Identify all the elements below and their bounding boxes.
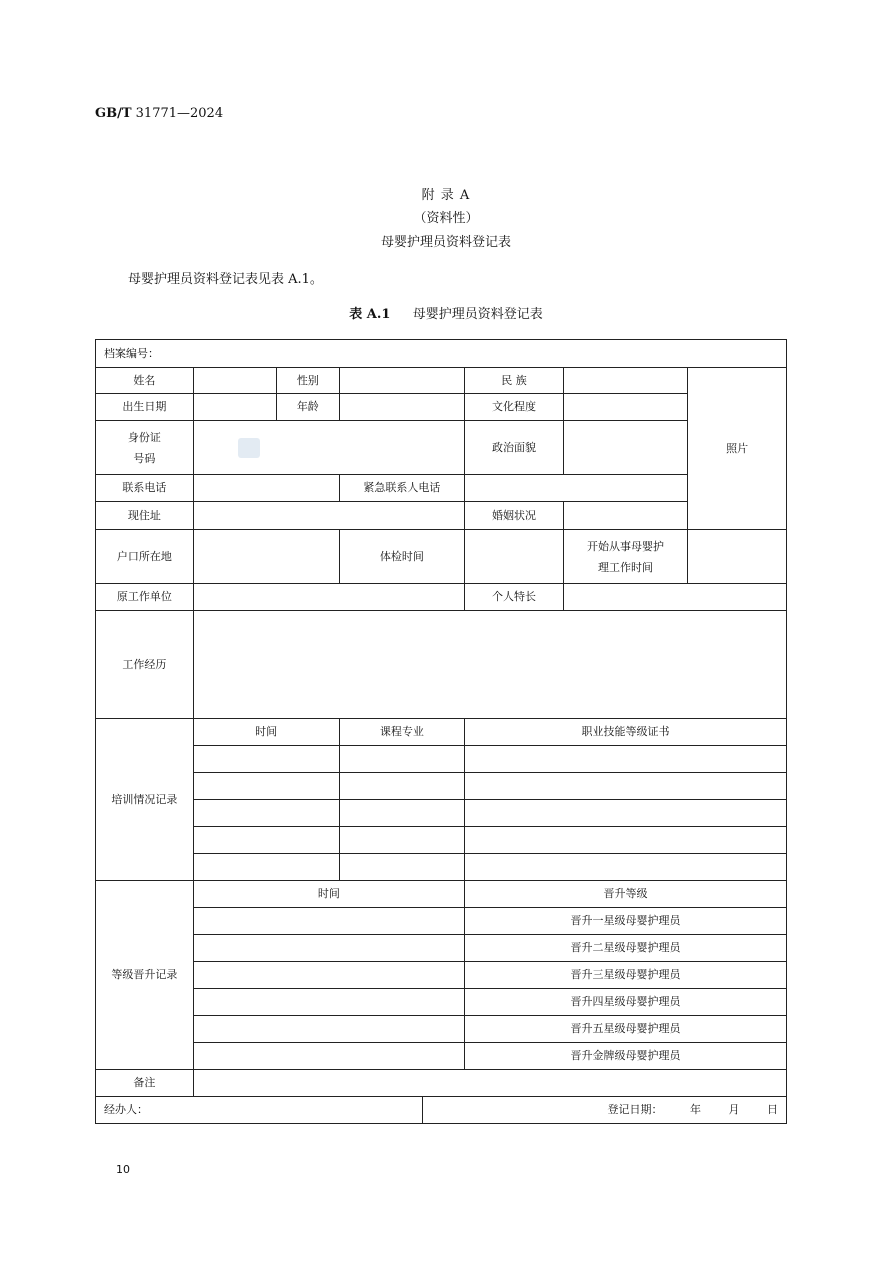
exam-time-value[interactable] xyxy=(465,530,564,584)
training-course-value[interactable] xyxy=(339,854,464,881)
name-label: 姓名 xyxy=(96,368,194,394)
promotion-level-2: 晋升二星级母婴护理员 xyxy=(465,935,787,962)
handler-label: 经办人： xyxy=(96,1097,423,1124)
birth-date-label: 出生日期 xyxy=(96,394,194,421)
training-time-value[interactable] xyxy=(193,854,339,881)
address-label: 现住址 xyxy=(96,502,194,530)
ethnicity-label: 民 族 xyxy=(465,368,564,394)
specialty-value[interactable] xyxy=(563,584,786,611)
training-cert-value[interactable] xyxy=(465,854,787,881)
start-work-label-line1: 开始从事母婴护 xyxy=(587,539,665,553)
table-caption-label: 表 A.1 xyxy=(349,307,391,322)
watermark-logo-icon xyxy=(238,438,260,458)
household-label: 户口所在地 xyxy=(96,530,194,584)
training-time-value[interactable] xyxy=(193,827,339,854)
remarks-label: 备注 xyxy=(96,1070,194,1097)
work-history-label: 工作经历 xyxy=(96,611,194,719)
promotion-row xyxy=(96,1016,787,1043)
training-course-value[interactable] xyxy=(339,773,464,800)
photo-cell: 照片 xyxy=(688,368,787,530)
table-caption-title: 母婴护理员资料登记表 xyxy=(412,307,543,322)
emergency-phone-label: 紧急联系人电话 xyxy=(339,475,464,502)
training-time-value[interactable] xyxy=(193,773,339,800)
training-col-time: 时间 xyxy=(193,719,339,746)
promotion-time-value[interactable] xyxy=(193,962,464,989)
registration-date xyxy=(422,1097,786,1124)
training-cert-value[interactable] xyxy=(465,773,787,800)
promotion-row xyxy=(96,935,787,962)
promotion-label: 等级晋升记录 xyxy=(96,881,194,1070)
training-row xyxy=(96,800,787,827)
registration-date-label: 登记日期： xyxy=(607,1103,663,1116)
intro-paragraph: 母婴护理员资料登记表见表 A.1。 xyxy=(128,272,323,287)
standard-prefix: GB/T xyxy=(95,106,132,121)
start-work-value[interactable] xyxy=(688,530,787,584)
training-col-cert: 职业技能等级证书 xyxy=(465,719,787,746)
standard-code xyxy=(95,106,223,121)
emergency-phone-value[interactable] xyxy=(465,475,688,502)
training-cert-value[interactable] xyxy=(465,746,787,773)
name-value[interactable] xyxy=(193,368,276,394)
training-label: 培训情况记录 xyxy=(96,719,194,881)
training-course-value[interactable] xyxy=(339,800,464,827)
training-row xyxy=(96,746,787,773)
promotion-time-value[interactable] xyxy=(193,1016,464,1043)
specialty-label: 个人特长 xyxy=(465,584,564,611)
household-value[interactable] xyxy=(193,530,339,584)
training-time-value[interactable] xyxy=(193,800,339,827)
remarks-value[interactable] xyxy=(193,1070,786,1097)
promotion-time-value[interactable] xyxy=(193,935,464,962)
gender-label: 性别 xyxy=(276,368,339,394)
promotion-level-4: 晋升四星级母婴护理员 xyxy=(465,989,787,1016)
page-number: 10 xyxy=(116,1163,130,1176)
promotion-row xyxy=(96,1043,787,1070)
birth-date-value[interactable] xyxy=(193,394,276,421)
age-value[interactable] xyxy=(339,394,464,421)
phone-label: 联系电话 xyxy=(96,475,194,502)
training-row xyxy=(96,773,787,800)
promotion-time-value[interactable] xyxy=(193,1043,464,1070)
training-cert-value[interactable] xyxy=(465,827,787,854)
training-course-value[interactable] xyxy=(339,746,464,773)
political-label: 政治面貌 xyxy=(465,421,564,475)
address-value[interactable] xyxy=(193,502,464,530)
appendix-type: （资料性） xyxy=(413,211,479,226)
phone-value[interactable] xyxy=(193,475,339,502)
former-employer-label: 原工作单位 xyxy=(96,584,194,611)
training-cert-value[interactable] xyxy=(465,800,787,827)
gender-value[interactable] xyxy=(339,368,464,394)
promotion-level-3: 晋升三星级母婴护理员 xyxy=(465,962,787,989)
promotion-time-value[interactable] xyxy=(193,989,464,1016)
training-row xyxy=(96,854,787,881)
promotion-col-time: 时间 xyxy=(193,881,464,908)
id-card-label xyxy=(96,421,194,475)
promotion-level-6: 晋升金牌级母婴护理员 xyxy=(465,1043,787,1070)
training-course-value[interactable] xyxy=(339,827,464,854)
education-label: 文化程度 xyxy=(465,394,564,421)
promotion-col-level: 晋升等级 xyxy=(465,881,787,908)
ethnicity-value[interactable] xyxy=(563,368,687,394)
promotion-level-1: 晋升一星级母婴护理员 xyxy=(465,908,787,935)
id-card-label-line1: 身份证 xyxy=(127,430,161,444)
id-card-label-line2: 号码 xyxy=(133,451,156,465)
exam-time-label: 体检时间 xyxy=(339,530,464,584)
promotion-row xyxy=(96,989,787,1016)
education-value[interactable] xyxy=(563,394,687,421)
day-label: 日 xyxy=(767,1103,778,1116)
promotion-row xyxy=(96,908,787,935)
training-row xyxy=(96,827,787,854)
start-work-label-line2: 理工作时间 xyxy=(598,560,654,574)
id-card-value[interactable] xyxy=(193,421,464,475)
marital-label: 婚姻状况 xyxy=(465,502,564,530)
marital-value[interactable] xyxy=(563,502,687,530)
appendix-title: 附 录 A xyxy=(421,188,471,203)
age-label: 年龄 xyxy=(276,394,339,421)
promotion-row xyxy=(96,962,787,989)
training-col-course: 课程专业 xyxy=(339,719,464,746)
start-work-label xyxy=(563,530,687,584)
former-employer-value[interactable] xyxy=(193,584,464,611)
training-time-value[interactable] xyxy=(193,746,339,773)
promotion-level-5: 晋升五星级母婴护理员 xyxy=(465,1016,787,1043)
work-history-value[interactable] xyxy=(193,611,786,719)
promotion-time-value[interactable] xyxy=(193,908,464,935)
political-value[interactable] xyxy=(563,421,687,475)
month-label: 月 xyxy=(728,1103,740,1116)
appendix-name: 母婴护理员资料登记表 xyxy=(380,235,511,250)
standard-number: 31771—2024 xyxy=(135,106,224,121)
registration-form-table xyxy=(95,339,787,1124)
table-caption xyxy=(0,303,892,322)
file-number-label: 档案编号： xyxy=(96,340,787,368)
year-label: 年 xyxy=(690,1103,701,1116)
